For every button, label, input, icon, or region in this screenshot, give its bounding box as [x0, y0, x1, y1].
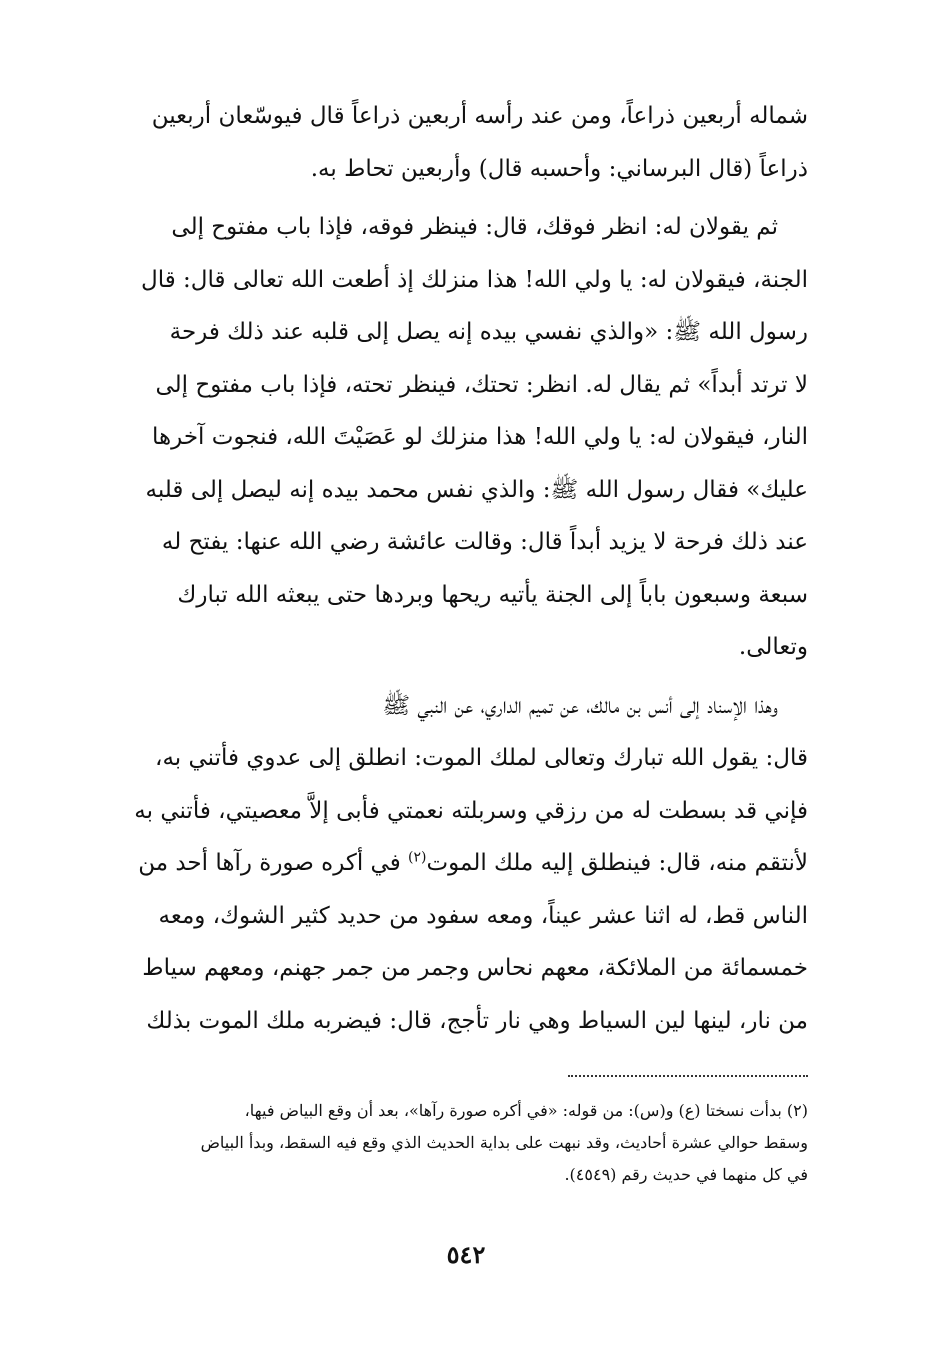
page-body	[78, 90, 808, 1047]
text-line: قال: يقول الله تبارك وتعالى لملك الموت: انطلق إلى عدوي فأتني به،	[155, 745, 808, 771]
footnote-ref[interactable]: (٢)	[408, 849, 427, 866]
text-line: وهذا الإسناد إلى أنس بن مالك، عن تميم الداري، عن النبي ﷺ	[382, 692, 778, 719]
text-line: سبعة وسبعون باباً إلى الجنة يأتيه ريحها وبردها حتى يبعثه الله تبارك	[177, 581, 808, 608]
text-line: رسول الله ﷺ: «والذي نفسي بيده إنه يصل إلى قلبه عند ذلك فرحة	[169, 319, 808, 345]
text-line: النار، فيقولان له: يا ولي الله! هذا منزلك لو عَصَيْتَ الله، فنجوت آخرها	[152, 424, 808, 450]
text-segment: في أكره صورة رآها أحد من	[138, 850, 401, 876]
footnote-2	[78, 1095, 808, 1191]
text-line: ثم يقولان له: انظر فوقك، قال: فينظر فوقه، فإذا باب مفتوح إلى	[171, 214, 778, 240]
text-line: الناس قط، له اثنا عشر عيناً، ومعه سفود من حديد كثير الشوك، ومعه	[158, 902, 808, 929]
paragraph-3	[78, 680, 808, 1048]
main-text	[78, 90, 808, 1047]
text-line: خمسمائة من الملائكة، معهم نحاس وجمر من جمر جهنم، ومعهم سياط	[142, 955, 808, 981]
text-line: وتعالى.	[738, 634, 808, 660]
footnote-line: في كل منهما في حديث رقم (٤٥٤٩).	[564, 1165, 808, 1184]
paragraph-1	[78, 90, 808, 195]
text-line: عليك» فقال رسول الله ﷺ: والذي نفس محمد بيده إنه ليصل إلى قلبه	[145, 476, 808, 503]
text-line: لا ترتد أبداً» ثم يقال له. انظر: تحتك، فينظر تحته، فإذا باب مفتوح إلى	[155, 371, 808, 398]
footnote-line: وسقط حوالي عشرة أحاديث، وقد نبهت على بداية الحديث الذي وقع فيه السقط، وبدأ البياض	[200, 1133, 808, 1152]
text-line: الجنة، فيقولان له: يا ولي الله! هذا منزلك إذ أطعت الله تعالى قال: قال	[141, 266, 808, 293]
text-line: ذراعاً (قال البرساني: وأحسبه قال) وأربعين تحاط به.	[310, 155, 808, 182]
text-line: شماله أربعين ذراعاً، ومن عند رأسه أربعين ذراعاً قال فيوسّعان أربعين	[151, 103, 808, 129]
paragraph-2	[78, 201, 808, 674]
page-number: ٥٤٢	[446, 1240, 486, 1269]
text-line: عند ذلك فرحة لا يزيد أبداً قال: وقالت عائشة رضي الله عنها: يفتح له	[161, 529, 808, 555]
text-line-with-footnote	[78, 837, 808, 890]
text-segment: لأنتقم منه، قال: فينطلق إليه ملك الموت	[426, 850, 808, 876]
text-line: فإني قد بسطت له من رزقي وسربلته نعمتي فأبى إلاَّ معصيتي، فأتني به	[134, 797, 808, 824]
footnote-line: (٢) بدأت نسختا (ع) و(س): من قوله: «في أكره صورة رآها»، بعد أن وقع البياض فيها،	[244, 1101, 808, 1120]
footnote-divider	[568, 1075, 808, 1077]
footnotes-section	[78, 1075, 808, 1191]
text-line: من نار، لينها لين السياط وهي نار تأجج، قال: فيضربه ملك الموت بذلك	[146, 1007, 808, 1034]
